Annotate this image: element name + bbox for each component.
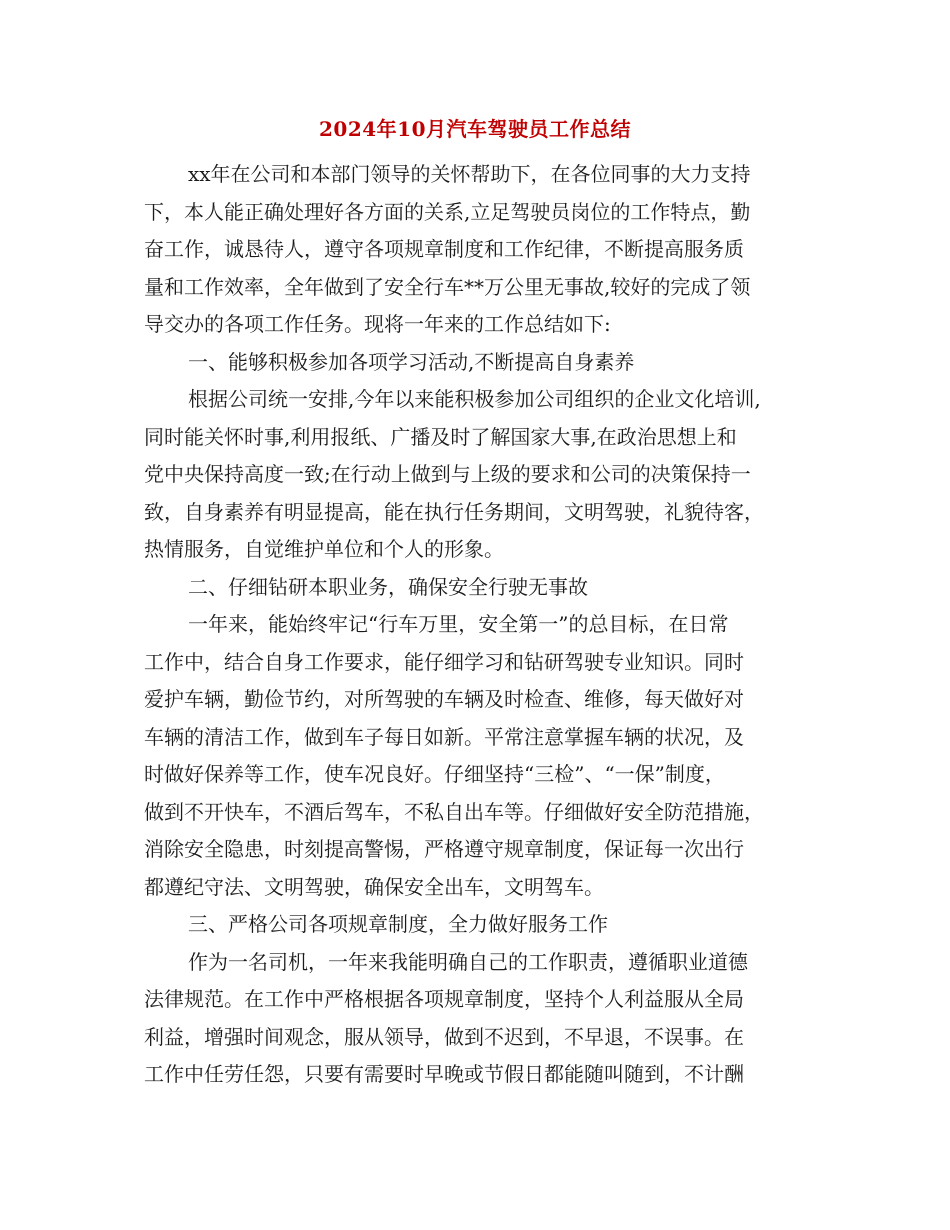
paragraph-line: 导交办的各项工作任务。现将一年来的工作总结如下: bbox=[144, 312, 611, 336]
paragraph-line: 量和工作效率，全年做到了安全行车**万公里无事故,较好的完成了领 bbox=[144, 275, 751, 299]
paragraph-line: 作为一名司机，一年来我能明确自己的工作职责，遵循职业道德 bbox=[188, 950, 748, 974]
section-heading: 一、能够积极参加各项学习活动,不断提高自身素养 bbox=[188, 350, 635, 374]
paragraph-line: 消除安全隐患，时刻提高警惕，严格遵守规章制度，保证每一次出行 bbox=[144, 837, 744, 861]
paragraph-line: 利益，增强时间观念，服从领导，做到不迟到，不早退，不误事。在 bbox=[144, 1025, 744, 1049]
document-title: 2024年10月汽车驾驶员工作总结 bbox=[319, 117, 631, 141]
paragraph-line: 法律规范。在工作中严格根据各项规章制度，坚持个人利益服从全局 bbox=[144, 987, 744, 1011]
paragraph-line: 车辆的清洁工作，做到车子每日如新。平常注意掌握车辆的状况，及 bbox=[144, 725, 744, 749]
paragraph-line: 时做好保养等工作，使车况良好。仔细坚持“三检”、“一保”制度， bbox=[144, 762, 725, 786]
paragraph-line: 根据公司统一安排,今年以来能积极参加公司组织的企业文化培训, bbox=[188, 387, 761, 411]
paragraph-line: 党中央保持高度一致;在行动上做到与上级的要求和公司的决策保持一 bbox=[144, 462, 751, 486]
paragraph-line: 一年来，能始终牢记“行车万里，安全第一”的总目标，在日常 bbox=[188, 612, 729, 636]
paragraph-line: 工作中任劳任怨，只要有需要时早晚或节假日都能随叫随到，不计酬 bbox=[144, 1062, 744, 1086]
paragraph-line: 做到不开快车，不酒后驾车，不私自出车等。仔细做好安全防范措施， bbox=[144, 800, 764, 824]
paragraph-line: 奋工作，诚恳待人，遵守各项规章制度和工作纪律，不断提高服务质 bbox=[144, 237, 744, 261]
section-heading: 二、仔细钻研本职业务，确保安全行驶无事故 bbox=[188, 575, 588, 599]
section-heading: 三、严格公司各项规章制度，全力做好服务工作 bbox=[188, 912, 608, 936]
paragraph-line: 爱护车辆，勤俭节约，对所驾驶的车辆及时检查、维修，每天做好对 bbox=[144, 687, 744, 711]
paragraph-line: 都遵纪守法、文明驾驶，确保安全出车，文明驾车。 bbox=[144, 875, 604, 899]
paragraph-line: 热情服务，自觉维护单位和个人的形象。 bbox=[144, 537, 504, 561]
paragraph-line: 下，本人能正确处理好各方面的关系,立足驾驶员岗位的工作特点，勤 bbox=[144, 200, 751, 224]
paragraph-line: 工作中，结合自身工作要求，能仔细学习和钻研驾驶专业知识。同时 bbox=[144, 650, 744, 674]
paragraph-line: xx年在公司和本部门领导的关怀帮助下，在各位同事的大力支持 bbox=[188, 162, 751, 186]
paragraph-line: 致，自身素养有明显提高，能在执行任务期间，文明驾驶，礼貌待客， bbox=[144, 500, 764, 524]
paragraph-line: 同时能关怀时事,利用报纸、广播及时了解国家大事,在政治思想上和 bbox=[144, 425, 737, 449]
